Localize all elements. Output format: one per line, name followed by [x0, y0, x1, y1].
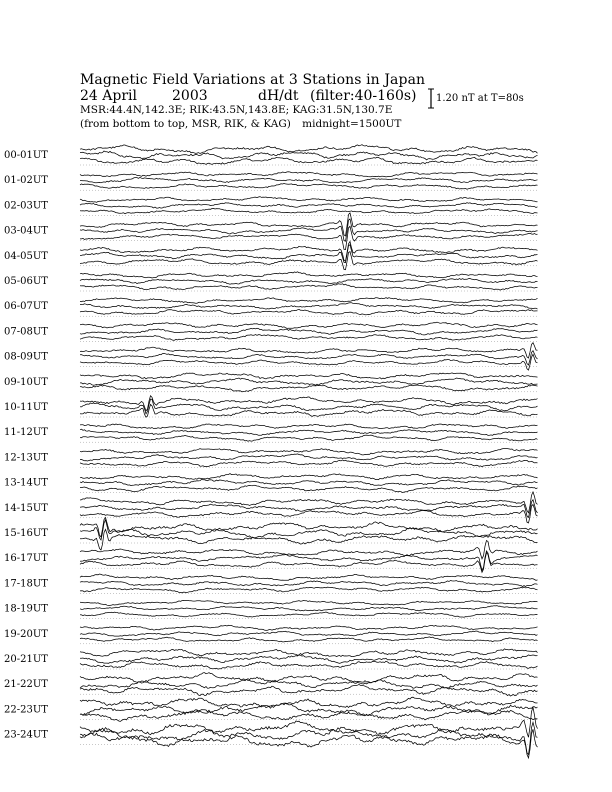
- trace-rik: [80, 429, 538, 435]
- trace-rik: [80, 631, 538, 636]
- filter-label: (filter:40-160s): [310, 88, 417, 104]
- hour-label: 15-16UT: [4, 528, 48, 539]
- trace-rik: [80, 177, 538, 182]
- trace-rik: [80, 303, 538, 309]
- trace-rik: [80, 655, 538, 663]
- trace-rik: [80, 328, 538, 335]
- trace-kag: [80, 600, 538, 605]
- hour-label: 01-02UT: [4, 175, 48, 187]
- hour-label: 14-15UT: [4, 502, 48, 514]
- hour-label: 18-19UT: [4, 603, 48, 615]
- hour-label: 11-12UT: [4, 427, 48, 439]
- trace-kag: [80, 574, 538, 580]
- trace-msr: [80, 252, 538, 270]
- trace-kag: [80, 625, 538, 630]
- trace-msr: [80, 284, 538, 290]
- hour-label: 09-10UT: [4, 376, 48, 388]
- trace-rik: [80, 454, 538, 461]
- hour-label: 20-21UT: [4, 654, 48, 665]
- date-day-month: 24 April: [80, 88, 137, 104]
- trace-kag: [80, 697, 538, 708]
- trace-msr: [80, 637, 538, 642]
- trace-msr: [80, 529, 538, 550]
- trace-rik: [80, 606, 538, 611]
- trace-kag: [80, 272, 538, 278]
- trace-msr: [80, 587, 538, 593]
- trace-kag: [80, 172, 538, 177]
- hour-label: 19-20UT: [4, 628, 48, 640]
- midnight-note: midnight=1500UT: [302, 118, 402, 130]
- trace-msr: [80, 335, 538, 341]
- order-note: (from bottom to top, MSR, RIK, & KAG): [80, 118, 291, 130]
- hour-label: 08-09UT: [4, 351, 48, 363]
- hour-label: 13-14UT: [4, 477, 48, 489]
- trace-kag: [80, 424, 538, 429]
- trace-msr: [80, 553, 538, 573]
- trace-rik: [80, 703, 538, 715]
- trace-msr: [80, 309, 538, 314]
- trace-msr: [80, 385, 538, 392]
- hour-label: 04-05UT: [4, 250, 48, 262]
- trace-msr: [80, 612, 538, 617]
- hour-rows: [4, 145, 538, 758]
- trace-rik: [80, 203, 538, 208]
- scale-bar-label: 1.20 nT at T=80s: [436, 93, 524, 104]
- trace-msr: [80, 661, 538, 669]
- hour-label: 12-13UT: [4, 452, 48, 464]
- stations-line: MSR:44.4N,142.3E; RIK:43.5N,143.8E; KAG:31.5N,130.7E: [80, 104, 393, 116]
- trace-kag: [80, 322, 538, 328]
- hour-label: 05-06UT: [4, 276, 48, 287]
- trace-kag: [80, 518, 538, 538]
- trace-kag: [80, 649, 538, 657]
- date-year: 2003: [172, 88, 208, 104]
- hour-label: 03-04UT: [4, 225, 48, 237]
- trace-kag: [80, 449, 538, 455]
- trace-rik: [80, 551, 538, 571]
- hour-label: 02-03UT: [4, 200, 48, 212]
- trace-kag: [80, 242, 538, 262]
- trace-rik: [80, 722, 538, 754]
- hour-label: 16-17UT: [4, 553, 48, 565]
- trace-msr: [80, 435, 538, 441]
- trace-msr: [80, 226, 538, 249]
- trace-kag: [80, 145, 538, 154]
- hour-label: 00-01UT: [4, 150, 48, 161]
- trace-msr: [80, 208, 538, 213]
- hour-label: 23-24UT: [4, 729, 48, 741]
- trace-rik: [80, 219, 538, 241]
- trace-kag: [80, 673, 538, 684]
- hour-label: 10-11UT: [4, 402, 48, 413]
- trace-rik: [80, 480, 538, 486]
- trace-kag: [80, 213, 538, 236]
- hour-label: 17-18UT: [4, 578, 48, 590]
- trace-kag: [80, 541, 538, 559]
- trace-msr: [80, 157, 538, 164]
- trace-msr: [80, 184, 538, 190]
- chart-title: Magnetic Field Variations at 3 Stations in Japan: [80, 72, 426, 88]
- trace-msr: [80, 460, 538, 467]
- trace-msr: [80, 505, 538, 524]
- trace-kag: [80, 396, 538, 411]
- hour-label: 21-22UT: [4, 679, 48, 691]
- hour-label: 07-08UT: [4, 326, 48, 338]
- trace-rik: [80, 378, 538, 385]
- trace-kag: [80, 373, 538, 379]
- hour-label: 06-07UT: [4, 301, 48, 313]
- quantity-label: dH/dt: [258, 88, 299, 104]
- trace-rik: [80, 279, 538, 285]
- trace-kag: [80, 474, 538, 480]
- hour-label: 22-23UT: [4, 704, 48, 716]
- trace-kag: [80, 298, 538, 304]
- trace-kag: [80, 197, 538, 203]
- trace-msr: [80, 485, 538, 492]
- trace-rik: [80, 581, 538, 587]
